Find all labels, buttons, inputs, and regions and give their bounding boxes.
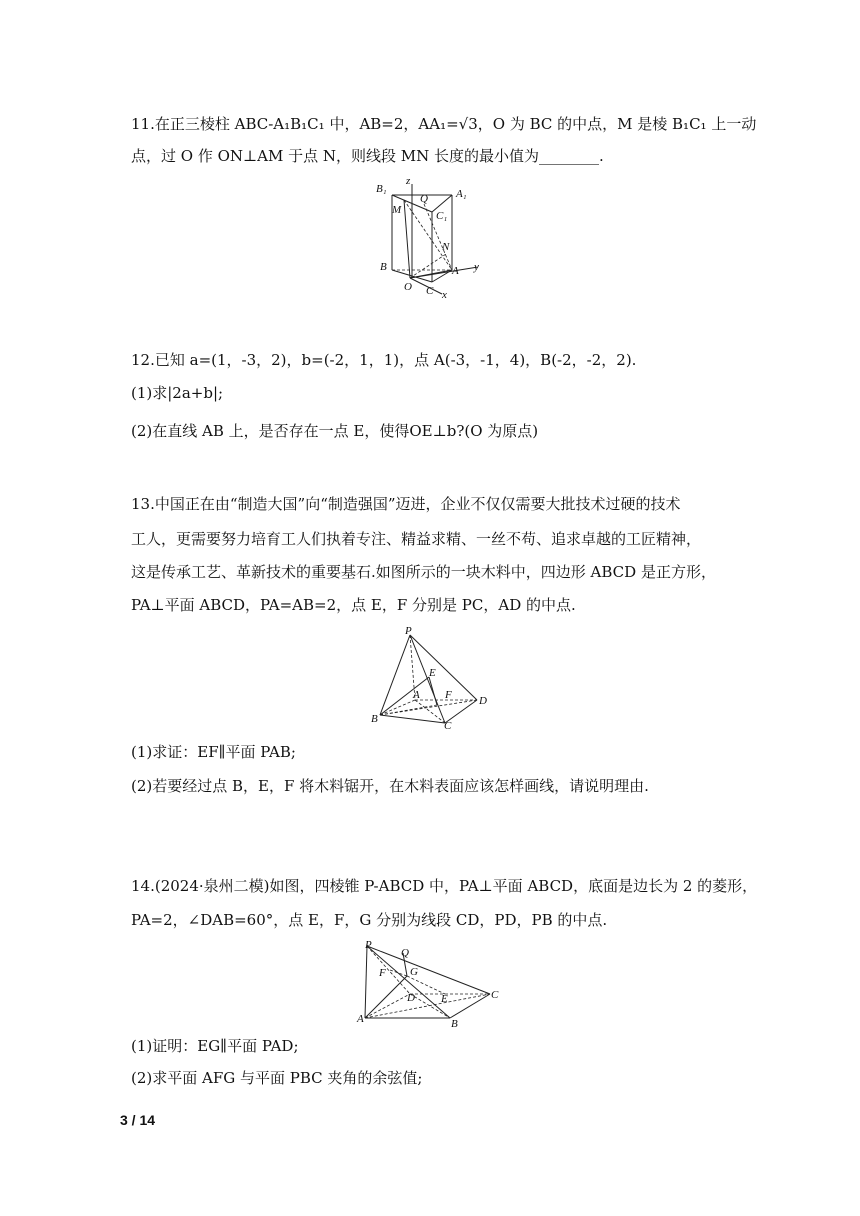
label-x: x — [442, 289, 447, 301]
p12-line-3: (2)在直线 AB 上，是否存在一点 E，使得OE⊥b?(O 为原点) — [131, 422, 539, 440]
label-z: z — [406, 175, 411, 187]
label-A: A — [357, 1013, 364, 1025]
label-A: A — [413, 689, 420, 701]
label-P: P — [365, 939, 372, 951]
p13-line-3: 这是传承工艺、革新技术的重要基石.如图所示的一块木料中，四边形 ABCD 是正方形， — [131, 563, 716, 581]
pyramid-figure-14 — [355, 938, 505, 1028]
p13-line-1: 13.中国正在由“制造大国”向“制造强国”迈进，企业不仅仅需要大批技术过硬的技术 — [131, 495, 681, 513]
label-C: C — [444, 720, 452, 730]
p13-line-5: (1)求证：EF∥平面 PAB; — [131, 743, 296, 761]
label-C1: C₁ — [436, 210, 448, 222]
p13-line-4: PA⊥平面 ABCD，PA=AB=2，点 E，F 分别是 PC，AD 的中点. — [131, 596, 576, 614]
label-M: M — [392, 204, 402, 216]
label-B: B — [371, 713, 378, 725]
label-N: N — [442, 241, 450, 253]
label-y: y — [474, 261, 479, 273]
label-E: E — [429, 667, 436, 679]
label-O: O — [404, 281, 412, 293]
label-G: G — [410, 966, 418, 978]
p14-line-2: PA=2，∠DAB=60°，点 E，F，G 分别为线段 CD，PD，PB 的中点. — [131, 911, 608, 929]
label-P: P — [405, 625, 412, 637]
p12-line-2: (1)求|2a+b|; — [131, 384, 224, 402]
label-Q: Q — [401, 947, 409, 959]
label-D: D — [479, 695, 487, 707]
pyramid-figure-13 — [365, 625, 495, 730]
p11-line-1: 11.在正三棱柱 ABC-A₁B₁C₁ 中，AB=2，AA₁=√3，O 为 BC 的中点，M 是棱 B₁C₁ 上一动 — [131, 115, 757, 133]
label-C: C — [491, 989, 499, 1001]
label-F: F — [445, 689, 452, 701]
label-C: C — [426, 285, 434, 297]
label-A: A — [452, 265, 459, 277]
page-number: 3 / 14 — [120, 1112, 156, 1128]
p14-line-3: (1)证明：EG∥平面 PAD; — [131, 1037, 299, 1055]
p13-line-2: 工人，更需要努力培育工人们执着专注、精益求精、一丝不苟、追求卓越的工匠精神， — [131, 530, 702, 548]
label-B1: B₁ — [376, 183, 387, 195]
p12-line-1: 12.已知 a=(1，-3，2)，b=(-2，1，1)，点 A(-3，-1，4)，B(-2，-2，2). — [131, 351, 637, 369]
label-B: B — [380, 261, 387, 273]
label-A1: A₁ — [456, 188, 467, 200]
p11-line-2: 点，过 O 作 ON⊥AM 于点 N，则线段 MN 长度的最小值为________. — [131, 147, 604, 165]
label-B: B — [451, 1018, 458, 1028]
label-D: D — [407, 992, 415, 1004]
p14-line-1: 14.(2024·泉州二模)如图，四棱锥 P-ABCD 中，PA⊥平面 ABCD，底面是边长为 2 的菱形， — [131, 877, 758, 895]
label-Q: Q — [420, 193, 428, 205]
label-E: E — [441, 993, 448, 1005]
prism-figure — [370, 170, 490, 305]
p14-line-4: (2)求平面 AFG 与平面 PBC 夹角的余弦值; — [131, 1069, 423, 1087]
label-F: F — [379, 967, 386, 979]
p13-line-6: (2)若要经过点 B，E，F 将木料锯开，在木料表面应该怎样画线，请说明理由. — [131, 777, 649, 795]
